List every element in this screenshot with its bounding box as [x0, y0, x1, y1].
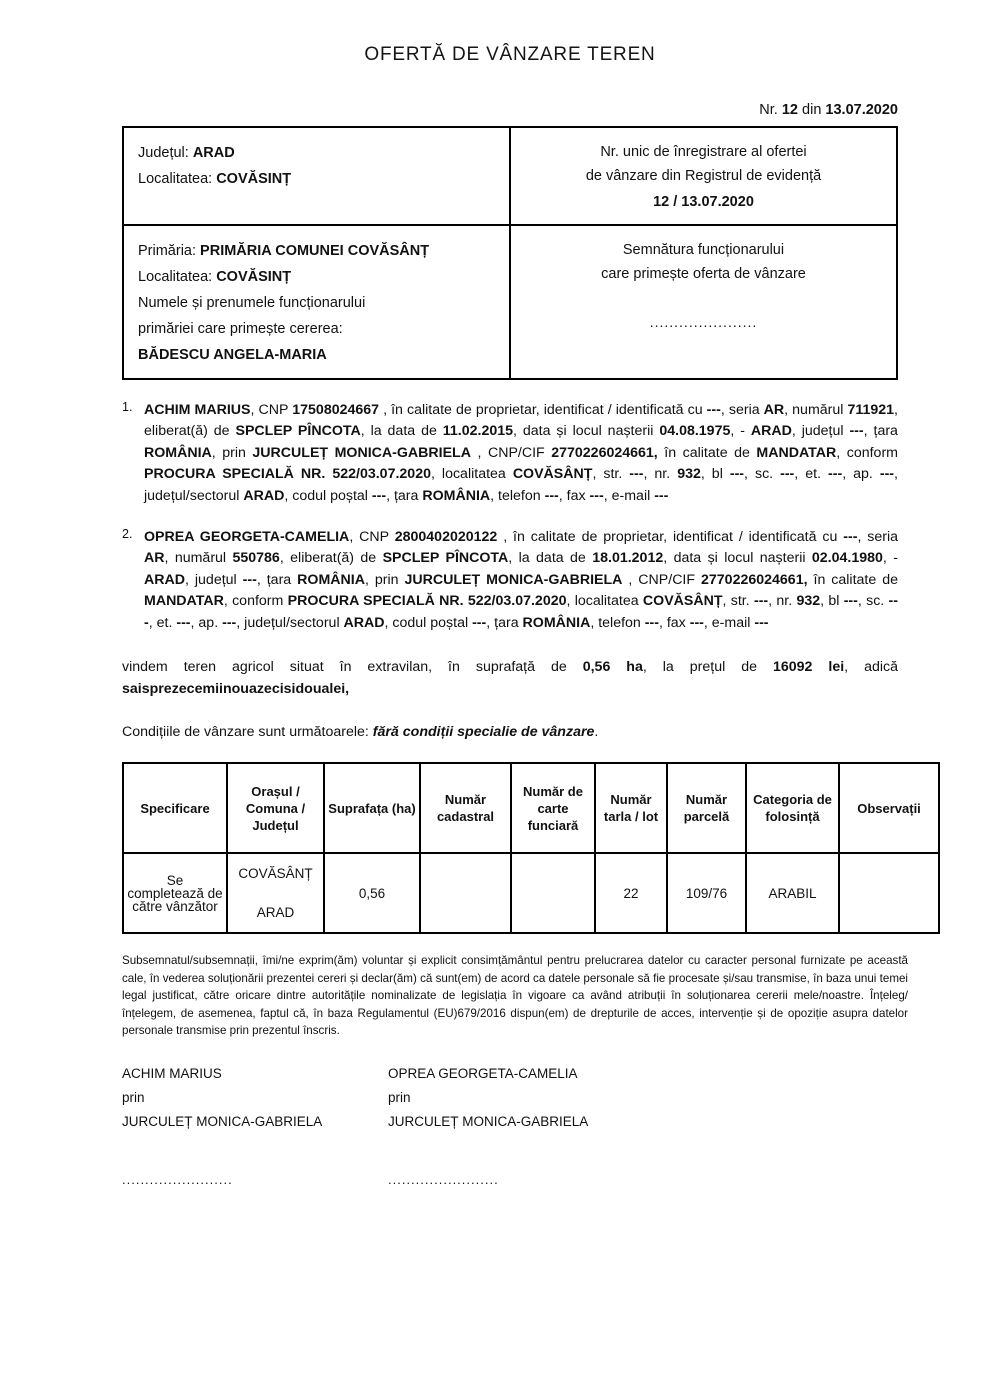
townhall-line: Primăria: PRIMĂRIA COMUNEI COVĂSÂNȚ	[138, 243, 430, 259]
county-line: Județul: ARAD	[138, 145, 235, 161]
sale-declaration-paragraph: vindem teren agricol situat în extravilan, în suprafață de 0,56 ha, la prețul de 16092 lei, adică saisprezecemiinouazecisidoualei,	[122, 659, 898, 698]
signature-label-line-2: care primește oferta de vânzare	[601, 266, 806, 282]
header-numar-parcela: Număr parcelă	[667, 763, 746, 853]
townhall-locality-line: Localitatea: COVĂSINȚ	[138, 269, 292, 285]
land-table-header-row	[123, 763, 939, 853]
seller-2-text: OPREA GEORGETA-CAMELIA, CNP 2800402020122 , în calitate de proprietar, identificat / identificată cu ---, seria AR, numărul 550786, eliberat(ă) de SPCLEP PÎNCOTA, la data de 18.01.2012, data și locul nașterii 02.04.1980, - ARAD, județul ---, țara ROMÂNIA, prin JURCULEȚ MONICA-GABRIELA , CNP/CIF 2770226024661, în calitate de MANDATAR, conform PROCURA SPECIALĂ NR. 522/03.07.2020, localitatea COVĂSÂNȚ, str. ---, nr. 932, bl ---, sc. ---, et. ---, ap. ---, județul/sectorul ARAD, codul poștal ---, țara ROMÂNIA, telefon ---, fax ---, e-mail ---	[144, 529, 899, 631]
cell-suprafata: 0,56	[324, 853, 420, 933]
header-info-table	[122, 126, 898, 380]
signature-cell	[510, 225, 897, 379]
cell-oras-line-1: COVĂSÂNȚ	[238, 866, 313, 882]
sellers-section	[122, 400, 898, 634]
townhall-cell	[123, 225, 510, 379]
header-suprafata: Suprafața (ha)	[324, 763, 420, 853]
registration-value: 12 / 13.07.2020	[653, 194, 754, 210]
header-observatii: Observații	[839, 763, 939, 853]
registration-number-line: Nr. 12 din 13.07.2020	[759, 102, 898, 118]
cell-numar-cadastral	[420, 853, 511, 933]
official-name: BĂDESCU ANGELA-MARIA	[138, 347, 327, 363]
sale-conditions-paragraph: Condițiile de vânzare sunt următoarele: fără condiții specialie de vânzare.	[122, 724, 599, 741]
cell-oras-comuna-judet	[227, 853, 324, 933]
signature-dotted-line: ......................	[649, 314, 758, 330]
signature-block-2	[388, 1062, 654, 1187]
seller-paragraph-2	[122, 527, 898, 634]
signatory-2-prin: prin	[388, 1090, 411, 1106]
header-numar-carte-funciara: Număr de carte funciară	[511, 763, 595, 853]
signatory-2-dotted-line: ........................	[388, 1172, 499, 1188]
official-name-label-line-2: primăriei care primește cererea:	[138, 321, 343, 337]
seller-2-number: 2.	[122, 527, 133, 542]
land-details-table	[122, 762, 940, 934]
county-locality-cell	[123, 127, 510, 225]
signatory-1-mandatar: JURCULEȚ MONICA-GABRIELA	[122, 1114, 323, 1130]
signatory-1-prin: prin	[122, 1090, 145, 1106]
land-table-data-row	[123, 853, 939, 933]
header-info-row-2	[123, 225, 897, 379]
cell-observatii	[839, 853, 939, 933]
signatory-2-mandatar: JURCULEȚ MONICA-GABRIELA	[388, 1114, 589, 1130]
cell-numar-tarla: 22	[595, 853, 667, 933]
header-info-row-1	[123, 127, 897, 225]
gdpr-consent-paragraph: Subsemnatul/subsemnații, îmi/ne exprim(ăm) voluntar și explicit consimțământul pentru prelucrarea datelor cu caracter personal furnizate pe această cale, în vederea soluționării prezentei cereri și declar(ăm) că sunt(em) de acord ca datele personale să fie procesate și/sau transmise, în baza unui temei legal justificat, către oricare dintre autoritățile nominalizate de legislația în vigoare ca având atribuții în soluționarea cererii mele/noastre. Înțeleg/înțelegem, de asemenea, faptul că, în baza Regulamentul (EU)679/2016 dispun(em) de drepturile de acces, intervenție și de opoziție asupra datelor personale transmise prin prezentul înscris.	[122, 954, 908, 1038]
header-oras-comuna-judet: Orașul / Comuna / Județul	[227, 763, 324, 853]
signatory-1-name: ACHIM MARIUS	[122, 1066, 222, 1082]
header-numar-cadastral: Număr cadastral	[420, 763, 511, 853]
signature-block-1	[122, 1062, 388, 1187]
registration-title-line-1: Nr. unic de înregistrare al ofertei	[600, 144, 807, 160]
signatures-section	[122, 1062, 898, 1187]
cell-oras-line-2: ARAD	[256, 905, 295, 921]
cell-numar-parcela: 109/76	[667, 853, 746, 933]
document-title: OFERTĂ DE VÂNZARE TEREN	[364, 44, 656, 65]
document-content	[122, 0, 921, 1188]
registration-title-line-2: de vânzare din Registrul de evidență	[585, 168, 822, 184]
header-categoria-folosinta: Categoria de folosință	[746, 763, 839, 853]
cell-numar-carte-funciara	[511, 853, 595, 933]
cell-specificare: Se completează de către vânzător	[123, 853, 227, 933]
signatory-2-name: OPREA GEORGETA-CAMELIA	[388, 1066, 578, 1082]
official-name-label-line-1: Numele și prenumele funcționarului	[138, 295, 366, 311]
seller-1-number: 1.	[122, 400, 133, 414]
seller-paragraph-1	[122, 400, 898, 507]
locality-line: Localitatea: COVĂSINȚ	[138, 171, 292, 187]
header-numar-tarla: Număr tarla / lot	[595, 763, 667, 853]
cell-categoria-folosinta: ARABIL	[746, 853, 839, 933]
signatory-1-dotted-line: ........................	[122, 1172, 233, 1188]
registration-cell	[510, 127, 897, 225]
signature-label-line-1: Semnătura funcționarului	[622, 242, 785, 258]
header-specificare: Specificare	[123, 763, 227, 853]
seller-1-text: ACHIM MARIUS, CNP 17508024667 , în calitate de proprietar, identificat / identificată cu ---, seria AR, numărul 711921, eliberat(ă) de SPCLEP PÎNCOTA, la data de 11.02.2015, data și locul nașterii 04.08.1975, - ARAD, județul ---, țara ROMÂNIA, prin JURCULEȚ MONICA-GABRIELA , CNP/CIF 2770226024661, în calitate de MANDATAR, conform PROCURA SPECIALĂ NR. 522/03.07.2020, localitatea COVĂSÂNȚ, str. ---, nr. 932, bl ---, sc. ---, et. ---, ap. ---, județul/sectorul ARAD, codul poștal ---, țara ROMÂNIA, telefon ---, fax ---, e-mail ---	[144, 402, 898, 504]
